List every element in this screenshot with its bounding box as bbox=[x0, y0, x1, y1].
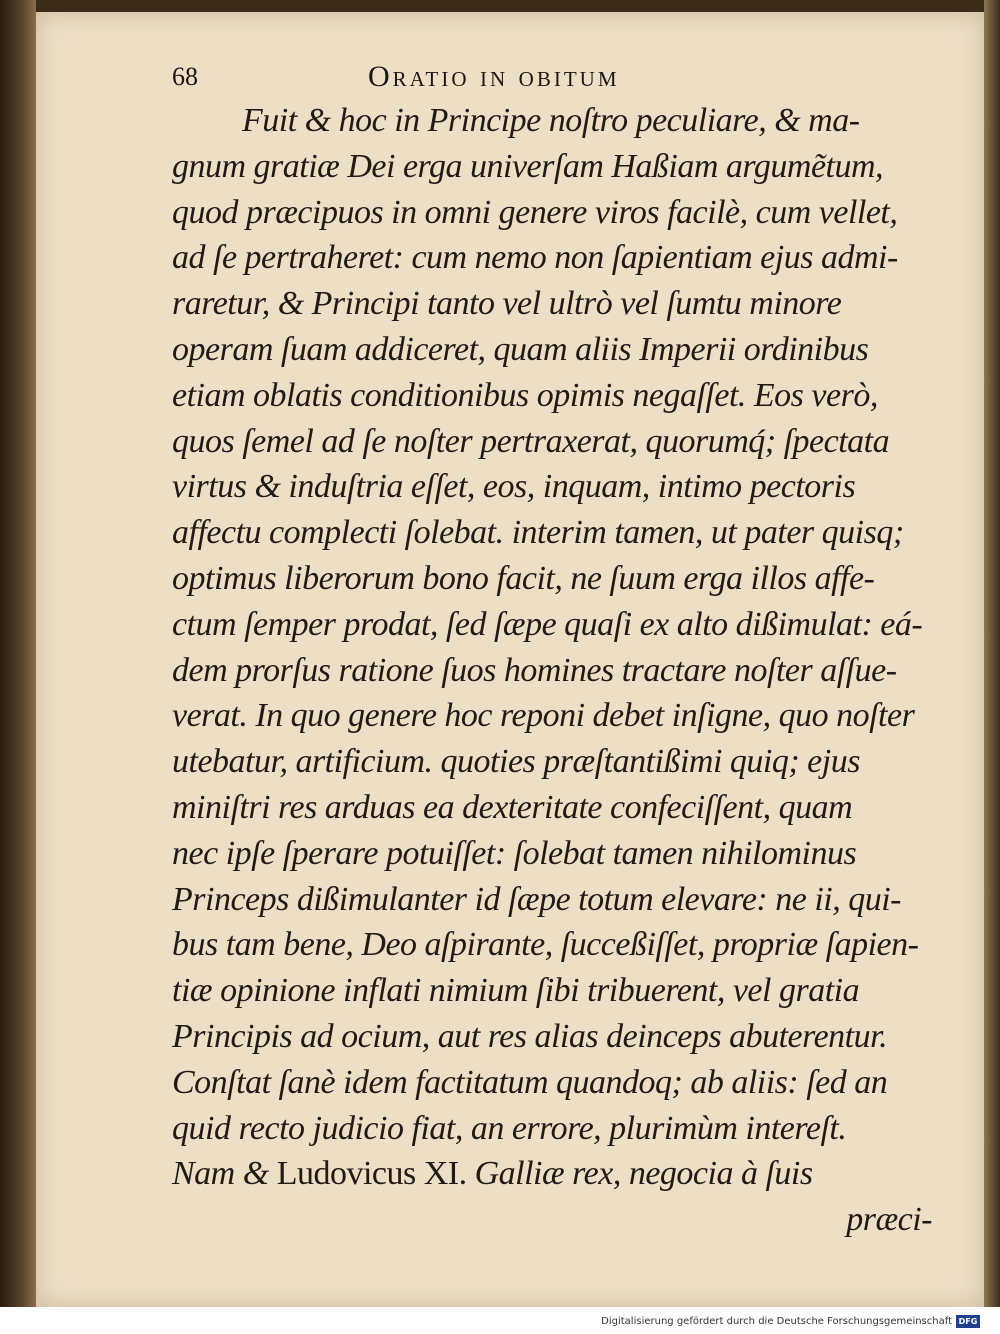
text-line: etiam oblatis conditionibus opimis negaſſet. Eos verò, bbox=[172, 376, 878, 414]
text-line: optimus liberorum bono facit, ne ſuum erga illos affe- bbox=[172, 559, 875, 597]
running-title: Oratio in obitum bbox=[368, 60, 620, 93]
text-line: miniſtri res arduas ea dexteritate confeciſſent, quam bbox=[172, 788, 853, 826]
text-line: virtus & induſtria eſſet, eos, inquam, intimo pectoris bbox=[172, 468, 856, 506]
text-line: Conſtat ſanè idem factitatum quandoq; ab aliis: ſed an bbox=[172, 1063, 888, 1101]
text-line: utebatur, artificium. quoties præſtantißimi quiq; ejus bbox=[172, 743, 860, 781]
page-number: 68 bbox=[172, 62, 198, 91]
digitization-footer bbox=[0, 1307, 1000, 1334]
text-line: Fuit & hoc in Principe noſtro peculiare, & ma- bbox=[242, 102, 860, 139]
text-line: quid recto judicio fiat, an errore, plurimùm intereſt. bbox=[172, 1109, 847, 1147]
text-line: ctum ſemper prodat, ſed ſæpe quaſi ex alto dißimulat: eá- bbox=[172, 605, 923, 643]
text-line bbox=[172, 1151, 952, 1197]
text-line: verat. In quo genere hoc reponi debet inſigne, quo noſter bbox=[172, 697, 915, 735]
text-line: nec ipſe ſperare potuiſſet: ſolebat tamen nihilominus bbox=[172, 834, 857, 872]
funding-credit: Digitalisierung gefördert durch die Deutsche Forschungsgemeinschaft bbox=[601, 1316, 952, 1327]
catchword: præci- bbox=[846, 1201, 932, 1239]
text-line: Principis ad ocium, aut res alias deinceps abuterentur. bbox=[172, 1017, 888, 1055]
text-line: gnum gratiæ Dei erga univerſam Haßiam argumẽtum, bbox=[172, 147, 884, 185]
body-text bbox=[172, 98, 952, 1243]
text-line: operam ſuam addiceret, quam aliis Imperii ordinibus bbox=[172, 330, 869, 368]
text-line: affectu complecti ſolebat. interim tamen, ut pater quisq; bbox=[172, 514, 904, 552]
text-line: quod præcipuos in omni genere viros facilè, cum vellet, bbox=[172, 193, 898, 231]
book-binding-edge bbox=[0, 0, 36, 1307]
text-line: bus tam bene, Deo aſpirante, ſucceßiſſet, propriæ ſapien- bbox=[172, 926, 919, 964]
text-line: raretur, & Principi tanto vel ultrò vel ſumtu minore bbox=[172, 285, 842, 323]
text-line: Princeps dißimulanter id ſæpe totum elevare: ne ii, qui- bbox=[172, 880, 901, 918]
text-line: quos ſemel ad ſe noſter pertraxerat, quorumq́; ſpectata bbox=[172, 422, 890, 460]
book-fore-edge bbox=[984, 0, 1000, 1307]
text-segment: Galliæ rex, negocia à ſuis bbox=[466, 1155, 813, 1193]
book-top-edge bbox=[0, 0, 1000, 12]
text-segment: Nam & bbox=[172, 1155, 277, 1193]
text-line: dem prorſus ratione ſuos homines tractare noſter aſſue- bbox=[172, 651, 897, 689]
dfg-logo-icon: DFG bbox=[956, 1315, 980, 1328]
text-line: ad ſe pertraheret: cum nemo non ſapientiam ejus admi- bbox=[172, 239, 898, 277]
page-header bbox=[172, 62, 952, 102]
text-line: tiæ opinione inflati nimium ſibi tribuerent, vel gratia bbox=[172, 972, 860, 1010]
roman-text-segment: Ludovicus XI. bbox=[276, 1155, 467, 1193]
